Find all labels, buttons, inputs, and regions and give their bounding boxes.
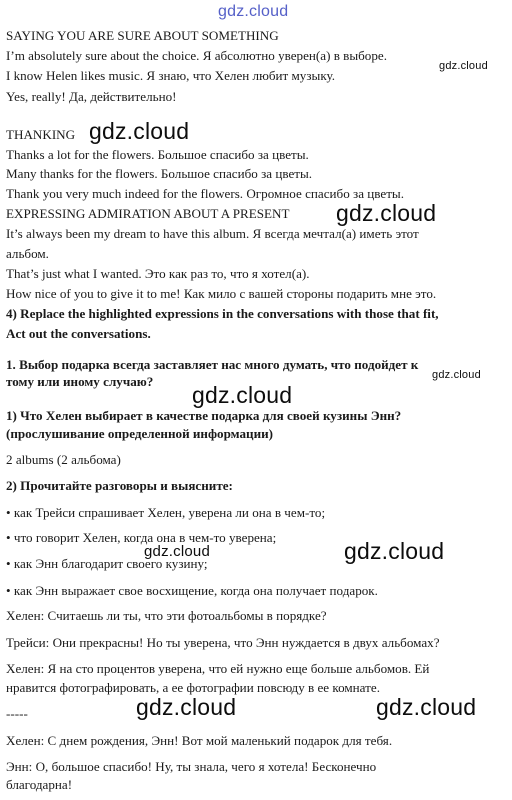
watermark: gdz.cloud — [136, 694, 237, 720]
text-line: Many thanks for the flowers. Большое спасибо за цветы. — [6, 166, 313, 181]
text-line: Yes, really! Да, действительно! — [6, 89, 177, 104]
bullet-item: • что говорит Хелен, когда она в чем-то уверена; — [6, 530, 277, 545]
watermark: gdz.cloud — [336, 200, 437, 226]
question-1: 1. Выбор подарка всегда заставляет нас много думать, что подойдет к — [6, 357, 419, 372]
text-line: It’s always been my dream to have this album. Я всегда мечтал(а) иметь этот — [6, 226, 419, 241]
subtask-1-cont: (прослушивание определенной информации) — [6, 426, 274, 441]
heading-admiration: EXPRESSING ADMIRATION ABOUT A PRESENT — [6, 206, 290, 221]
watermark: gdz.cloud — [432, 369, 481, 381]
watermark: gdz.cloud — [89, 118, 190, 144]
text-line: Thank you very much indeed for the flowers. Огромное спасибо за цветы. — [6, 186, 405, 201]
dialogue-line: Хелен: Я на сто процентов уверена, что ей нужно еще больше альбомов. Ей — [6, 661, 430, 676]
text-line: I’m absolutely sure about the choice. Я абсолютно уверен(а) в выборе. — [6, 48, 387, 63]
bullet-item: • как Энн выражает свое восхищение, когда она получает подарок. — [6, 583, 378, 598]
task-4-heading: 4) Replace the highlighted expressions in the conversations with those that fit, — [6, 306, 439, 321]
dialogue-line: Энн: О, большое спасибо! Ну, ты знала, чего я хотела! Бесконечно — [6, 759, 377, 774]
watermark: gdz.cloud — [439, 60, 488, 72]
watermark: gdz.cloud — [144, 543, 211, 560]
heading-saying-sure: SAYING YOU ARE SURE ABOUT SOMETHING — [6, 28, 279, 43]
heading-thanking: THANKING — [6, 127, 76, 142]
dialogue-line-cont: нравится фотографировать, а ее фотографии повсюду в ее комнате. — [6, 680, 380, 695]
dialogue-line-cont: благодарна! — [6, 777, 73, 792]
text-line: I know Helen likes music. Я знаю, что Хелен любит музыку. — [6, 68, 336, 83]
text-line: That’s just what I wanted. Это как раз то, что я хотел(а). — [6, 266, 310, 281]
subtask-2: 2) Прочитайте разговоры и выясните: — [6, 478, 233, 493]
separator: ----- — [6, 706, 28, 721]
answer-albums: 2 albums (2 альбома) — [6, 452, 121, 467]
subtask-1: 1) Что Хелен выбирает в качестве подарка для своей кузины Энн? — [6, 408, 402, 423]
task-4-heading-cont: Act out the conversations. — [6, 326, 151, 341]
text-line: альбом. — [6, 246, 49, 261]
dialogue-line: Трейси: Они прекрасны! Но ты уверена, что Энн нуждается в двух альбомах? — [6, 635, 440, 650]
watermark: gdz.cloud — [344, 538, 445, 564]
text-line: Thanks a lot for the flowers. Большое спасибо за цветы. — [6, 147, 309, 162]
watermark: gdz.cloud — [376, 694, 477, 720]
watermark: gdz.cloud — [192, 382, 293, 408]
watermark-top: gdz.cloud — [218, 3, 289, 20]
bullet-item: • как Трейси спрашивает Хелен, уверена ли она в чем-то; — [6, 505, 326, 520]
bullet-item: • как Энн благодарит своего кузину; — [6, 556, 208, 571]
text-line: How nice of you to give it to me! Как мило с вашей стороны подарить мне это. — [6, 286, 437, 301]
dialogue-line: Хелен: Считаешь ли ты, что эти фотоальбомы в порядке? — [6, 608, 327, 623]
question-1-cont: тому или иному случаю? — [6, 374, 154, 389]
dialogue-line: Хелен: С днем рождения, Энн! Вот мой маленький подарок для тебя. — [6, 733, 393, 748]
